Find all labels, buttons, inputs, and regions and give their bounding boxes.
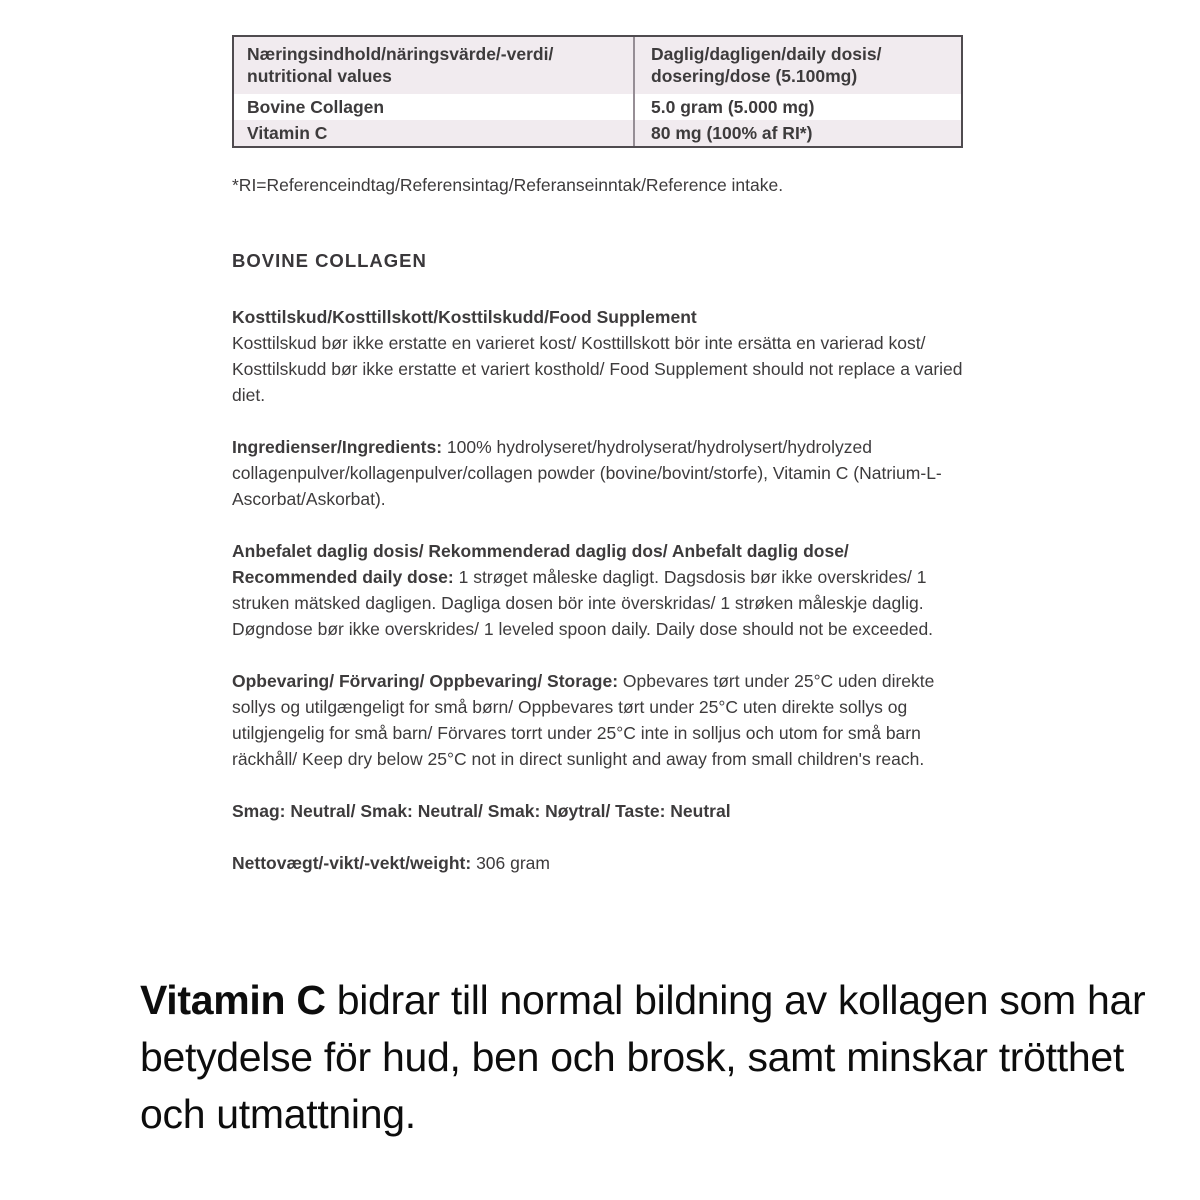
- storage-body: Opbevares tørt under 25°C uden direkte sollys og utilgængeligt for små børn/ Oppbevares tørt under 25°C uten direkte sollys og utilgjengelig for små barn/ Förvares torrt under 25°C inte in solljus och utom for små barn räckhåll/ Keep dry below 25°C not in direct sunlight and away from small children's reach.: [232, 671, 935, 769]
- row-name: Bovine Collagen: [247, 97, 385, 117]
- net-weight-heading: Nettovægt/-vikt/-vekt/weight:: [232, 853, 472, 873]
- nutrition-table-header-row: [234, 37, 961, 94]
- taste-line: Smag: Neutral/ Smak: Neutral/ Smak: Nøytral/ Taste: Neutral: [232, 801, 731, 821]
- section-ingredients: [232, 434, 963, 512]
- food-supplement-heading: Kosttilskud/Kosttillskott/Kosttilskudd/Food Supplement: [232, 307, 697, 327]
- row-value: 5.0 gram (5.000 mg): [633, 94, 961, 120]
- dosage-heading: Anbefalet daglig dosis/ Rekommenderad daglig dos/ Anbefalt daglig dose/ Recommended daily dose:: [232, 541, 849, 587]
- claim-rest: bidrar till normal bildning av kollagen som har betydelse för hud, ben och brosk, samt minskar trötthet och utmattning.: [140, 977, 1146, 1137]
- dosage-body: 1 strøget måleske dagligt. Dagsdosis bør ikke overskrides/ 1 struken mätsked dagligen. Dagliga dosen bör inte överskridas/ 1 strøken måleskje daglig. Døgndose bør ikke overskrides/ 1 leveled spoon daily. Daily dose should not be exceeded.: [232, 567, 934, 639]
- table-row-vitamin-c: [234, 120, 961, 146]
- reference-intake-note: *RI=Referenceindtag/Referensintag/Referanseinntak/Reference intake.: [232, 175, 784, 195]
- nutrition-table: [232, 35, 963, 148]
- nutrition-header-values: [234, 37, 633, 94]
- storage-heading: Opbevaring/ Förvaring/ Oppbevaring/ Storage:: [232, 671, 619, 691]
- product-title: BOVINE COLLAGEN: [232, 250, 427, 271]
- net-weight-value: 306 gram: [471, 853, 550, 873]
- section-dosage: [232, 538, 963, 642]
- ingredients-heading: Ingredienser/Ingredients:: [232, 437, 443, 457]
- ingredients-body: 100% hydrolyseret/hydrolyserat/hydrolysert/hydrolyzed collagenpulver/kollagenpulver/collagen powder (bovine/bovint/storfe), Vitamin C (Natrium-L-Ascorbat/Askorbat).: [232, 437, 942, 509]
- section-taste: [232, 798, 963, 824]
- section-storage: [232, 668, 963, 772]
- table-row-bovine-collagen: [234, 94, 961, 120]
- nutrition-header-dose-line1: Daglig/dagligen/daily dosis/: [651, 44, 882, 64]
- claim-bold: Vitamin C: [140, 977, 326, 1023]
- section-food-supplement: [232, 304, 963, 408]
- nutrition-header-values-line1: Næringsindhold/näringsvärde/-verdi/: [247, 44, 554, 64]
- supplement-label: [232, 35, 963, 876]
- section-net-weight: [232, 850, 963, 876]
- row-value: 80 mg (100% af RI*): [633, 120, 961, 146]
- food-supplement-body: Kosttilskud bør ikke erstatte en varieret kost/ Kosttillskott bör inte ersätta en varierad kost/ Kosttilskudd bør ikke erstatte et variert kosthold/ Food Supplement should not replace a varied diet.: [232, 333, 963, 405]
- nutrition-header-dose-line2: dosering/dose (5.100mg): [651, 66, 858, 86]
- nutrition-header-dose: [633, 37, 961, 94]
- nutrition-header-values-line2: nutritional values: [247, 66, 392, 86]
- row-name: Vitamin C: [247, 123, 328, 143]
- vitamin-c-claim: [140, 972, 1155, 1143]
